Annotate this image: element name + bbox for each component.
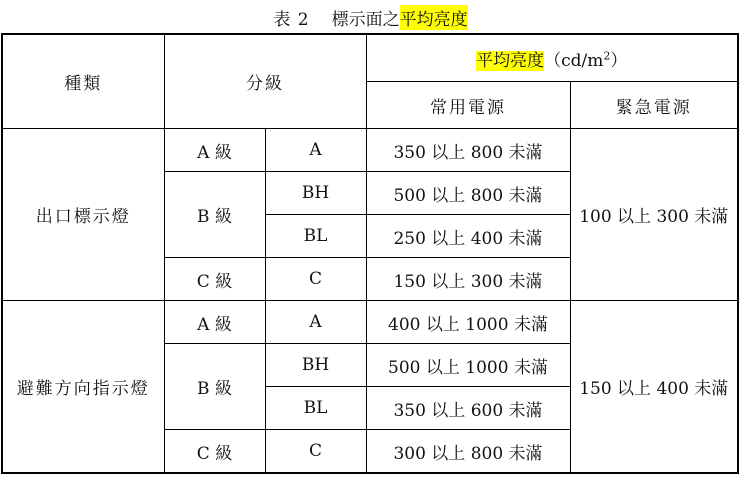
grade-cell: A 級 <box>164 129 265 172</box>
type-cell: 出口標示燈 <box>2 129 164 301</box>
luminance-table <box>1 33 739 474</box>
sub-grade-cell: A <box>265 129 366 172</box>
sub-grade-cell: C <box>265 258 366 301</box>
grade-cell: C 級 <box>164 430 265 474</box>
header-luminance-highlight: 平均亮度 <box>476 50 545 71</box>
normal-value-cell: 350 以上 600 未滿 <box>366 387 570 430</box>
normal-value-cell: 300 以上 800 未滿 <box>366 430 570 474</box>
normal-value-cell: 350 以上 800 未滿 <box>366 129 570 172</box>
type-cell: 避難方向指示燈 <box>2 301 164 474</box>
sub-grade-cell: A <box>265 301 366 344</box>
header-row-1 <box>2 34 738 82</box>
grade-cell: A 級 <box>164 301 265 344</box>
table-number: 表 2 <box>273 9 310 30</box>
normal-value-cell: 250 以上 400 未滿 <box>366 215 570 258</box>
caption-title: 標示面之 <box>331 9 400 30</box>
grade-cell: B 級 <box>164 172 265 258</box>
header-normal-power: 常用電源 <box>366 82 570 129</box>
sub-grade-cell: C <box>265 430 366 474</box>
table-row <box>2 129 738 172</box>
header-luminance <box>366 34 738 82</box>
header-luminance-unit: （cd/m <box>544 50 604 71</box>
normal-value-cell: 500 以上 1000 未滿 <box>366 344 570 387</box>
grade-cell: C 級 <box>164 258 265 301</box>
sub-grade-cell: BH <box>265 344 366 387</box>
sub-grade-cell: BH <box>265 172 366 215</box>
normal-value-cell: 400 以上 1000 未滿 <box>366 301 570 344</box>
header-type: 種類 <box>2 34 164 129</box>
caption-title-highlight: 平均亮度 <box>400 5 468 30</box>
sub-grade-cell: BL <box>265 387 366 430</box>
header-emergency-power: 緊急電源 <box>570 82 738 129</box>
header-grade: 分級 <box>164 34 366 129</box>
emergency-value-cell: 150 以上 400 未滿 <box>570 301 738 474</box>
emergency-value-cell: 100 以上 300 未滿 <box>570 129 738 301</box>
table-caption <box>0 4 741 30</box>
normal-value-cell: 150 以上 300 未滿 <box>366 258 570 301</box>
grade-cell: B 級 <box>164 344 265 430</box>
sub-grade-cell: BL <box>265 215 366 258</box>
table-row <box>2 301 738 344</box>
header-luminance-exp: 2 <box>603 48 611 62</box>
header-luminance-unit-close: ） <box>610 50 628 71</box>
normal-value-cell: 500 以上 800 未滿 <box>366 172 570 215</box>
